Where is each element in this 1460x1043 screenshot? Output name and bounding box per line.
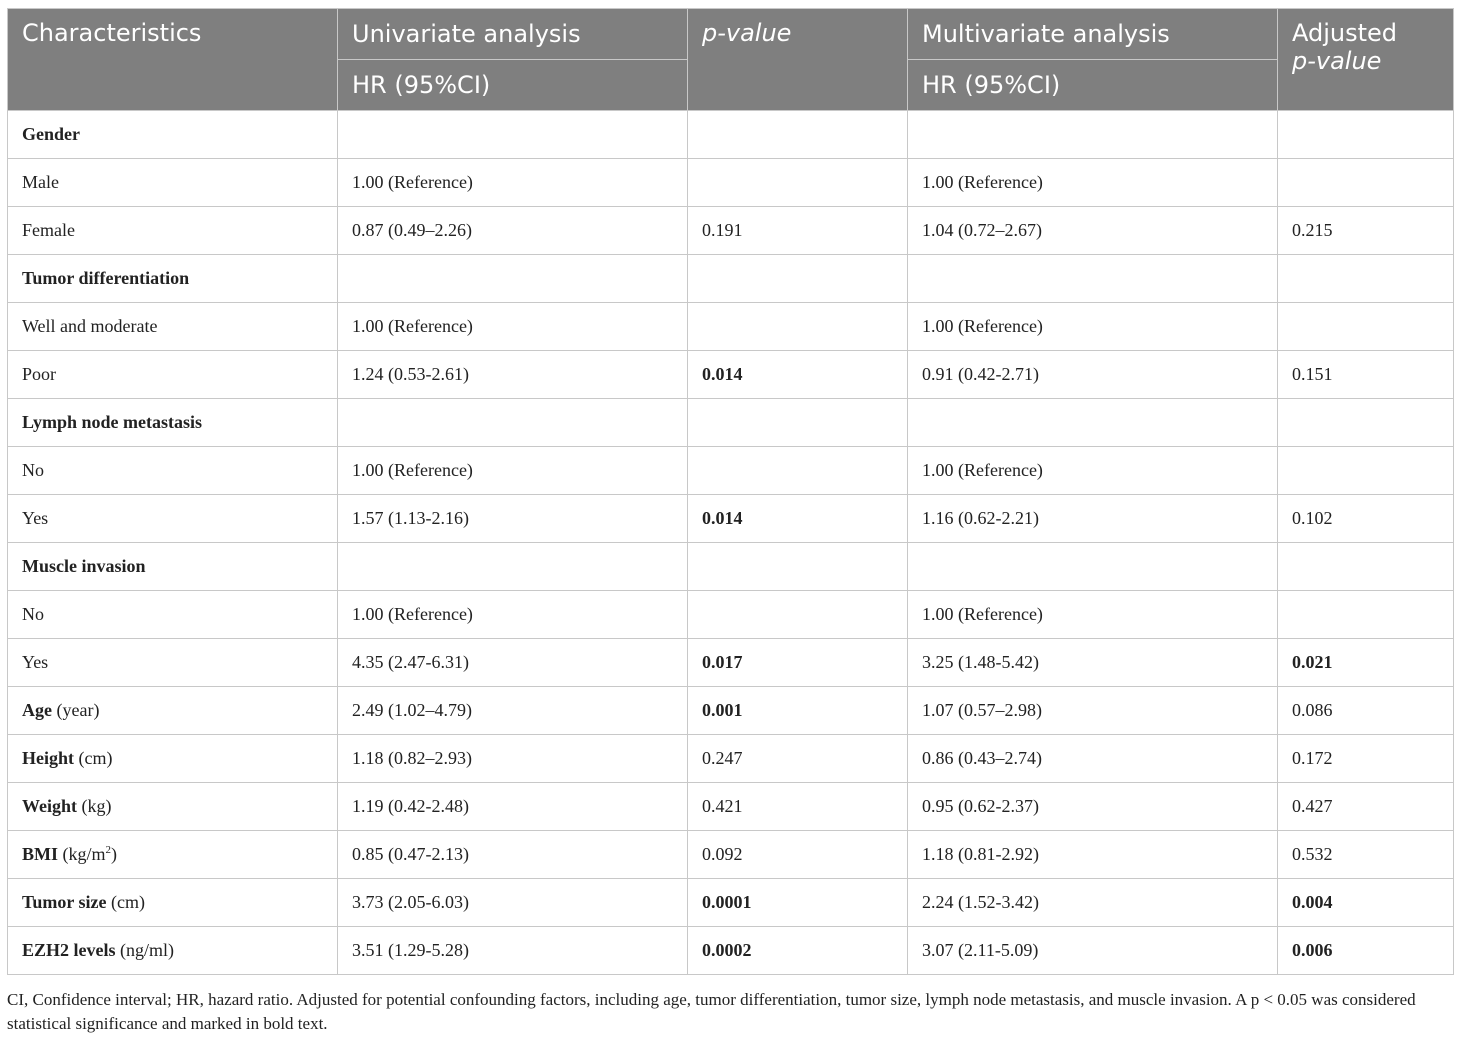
adjusted-p-value: 0.172 <box>1278 735 1454 783</box>
multivariate-hr: 1.00 (Reference) <box>908 591 1278 639</box>
multivariate-hr: 3.07 (2.11-5.09) <box>908 927 1278 975</box>
header-adjusted-line2: p-value <box>1292 47 1382 75</box>
table-row <box>8 735 1454 783</box>
row-label <box>8 927 338 975</box>
row-label <box>8 687 338 735</box>
row-label: Yes <box>8 639 338 687</box>
table-row <box>8 543 1454 591</box>
p-value: 0.247 <box>688 735 908 783</box>
univariate-hr <box>338 399 688 447</box>
multivariate-hr: 0.95 (0.62-2.37) <box>908 783 1278 831</box>
univariate-hr <box>338 111 688 159</box>
univariate-hr <box>338 543 688 591</box>
multivariate-hr <box>908 111 1278 159</box>
p-value <box>688 447 908 495</box>
row-label: No <box>8 447 338 495</box>
p-value: 0.092 <box>688 831 908 879</box>
adjusted-p-value: 0.004 <box>1278 879 1454 927</box>
univariate-hr: 0.87 (0.49–2.26) <box>338 207 688 255</box>
row-label <box>8 879 338 927</box>
multivariate-hr: 1.00 (Reference) <box>908 159 1278 207</box>
p-value <box>688 399 908 447</box>
row-label-name: Weight <box>22 796 78 816</box>
cox-regression-table <box>7 8 1454 975</box>
row-label: Tumor differentiation <box>8 255 338 303</box>
table-row <box>8 351 1454 399</box>
adjusted-p-value <box>1278 303 1454 351</box>
row-label-unit: (kg/m <box>58 844 106 864</box>
header-pvalue: p-value <box>688 9 908 111</box>
adjusted-p-value: 0.215 <box>1278 207 1454 255</box>
table-header <box>8 9 1454 111</box>
table-body <box>8 111 1454 975</box>
multivariate-hr: 1.00 (Reference) <box>908 303 1278 351</box>
p-value: 0.0001 <box>688 879 908 927</box>
p-value: 0.014 <box>688 495 908 543</box>
row-label-name: Age <box>22 700 52 720</box>
univariate-hr: 1.00 (Reference) <box>338 591 688 639</box>
multivariate-hr: 1.04 (0.72–2.67) <box>908 207 1278 255</box>
table-row <box>8 879 1454 927</box>
header-multivariate: Multivariate analysis <box>908 9 1278 60</box>
table-row <box>8 399 1454 447</box>
row-label: Yes <box>8 495 338 543</box>
multivariate-hr: 3.25 (1.48-5.42) <box>908 639 1278 687</box>
row-label: Female <box>8 207 338 255</box>
row-label-name: Tumor size <box>22 892 107 912</box>
univariate-hr: 1.00 (Reference) <box>338 303 688 351</box>
row-label-unit-close: ) <box>111 844 117 864</box>
univariate-hr: 1.00 (Reference) <box>338 447 688 495</box>
table-footnote: CI, Confidence interval; HR, hazard ratio. Adjusted for potential confounding factors, including age, tumor differentiation, tumor size, lymph node metastasis, and muscle invasion. A p < 0.05 was considered statistical significance and marked in bold text. <box>7 990 1416 1033</box>
univariate-hr: 4.35 (2.47-6.31) <box>338 639 688 687</box>
table-row <box>8 495 1454 543</box>
adjusted-p-value: 0.151 <box>1278 351 1454 399</box>
univariate-hr: 2.49 (1.02–4.79) <box>338 687 688 735</box>
row-label: Gender <box>8 111 338 159</box>
p-value <box>688 159 908 207</box>
adjusted-p-value: 0.102 <box>1278 495 1454 543</box>
adjusted-p-value <box>1278 447 1454 495</box>
p-value <box>688 111 908 159</box>
multivariate-hr: 0.86 (0.43–2.74) <box>908 735 1278 783</box>
p-value: 0.001 <box>688 687 908 735</box>
univariate-hr: 0.85 (0.47-2.13) <box>338 831 688 879</box>
univariate-hr: 1.00 (Reference) <box>338 159 688 207</box>
table-row <box>8 159 1454 207</box>
adjusted-p-value: 0.021 <box>1278 639 1454 687</box>
multivariate-hr: 0.91 (0.42-2.71) <box>908 351 1278 399</box>
header-multivariate-hr: HR (95%CI) <box>908 60 1278 111</box>
adjusted-p-value <box>1278 255 1454 303</box>
table-row <box>8 303 1454 351</box>
p-value <box>688 543 908 591</box>
univariate-hr: 1.19 (0.42-2.48) <box>338 783 688 831</box>
adjusted-p-value <box>1278 111 1454 159</box>
row-label-unit: (cm) <box>74 748 113 768</box>
multivariate-hr: 1.16 (0.62-2.21) <box>908 495 1278 543</box>
row-label-unit-sup: 2 <box>105 844 111 856</box>
univariate-hr: 3.51 (1.29-5.28) <box>338 927 688 975</box>
univariate-hr <box>338 255 688 303</box>
header-univariate: Univariate analysis <box>338 9 688 60</box>
table-row <box>8 447 1454 495</box>
row-label <box>8 831 338 879</box>
univariate-hr: 1.57 (1.13-2.16) <box>338 495 688 543</box>
multivariate-hr: 1.07 (0.57–2.98) <box>908 687 1278 735</box>
adjusted-p-value: 0.006 <box>1278 927 1454 975</box>
adjusted-p-value: 0.427 <box>1278 783 1454 831</box>
multivariate-hr <box>908 543 1278 591</box>
results-table-container <box>7 8 1453 975</box>
p-value <box>688 591 908 639</box>
row-label-unit: (kg) <box>77 796 112 816</box>
row-label-unit: (cm) <box>106 892 145 912</box>
univariate-hr: 3.73 (2.05-6.03) <box>338 879 688 927</box>
p-value: 0.014 <box>688 351 908 399</box>
univariate-hr: 1.18 (0.82–2.93) <box>338 735 688 783</box>
table-row <box>8 591 1454 639</box>
table-row <box>8 831 1454 879</box>
p-value <box>688 255 908 303</box>
row-label <box>8 783 338 831</box>
table-row <box>8 111 1454 159</box>
row-label: Poor <box>8 351 338 399</box>
header-adjusted-line1: Adjusted <box>1292 19 1398 47</box>
multivariate-hr <box>908 399 1278 447</box>
row-label-unit: (ng/ml) <box>115 940 174 960</box>
row-label: Male <box>8 159 338 207</box>
row-label: Muscle invasion <box>8 543 338 591</box>
p-value <box>688 303 908 351</box>
adjusted-p-value: 0.086 <box>1278 687 1454 735</box>
row-label-name: BMI <box>22 844 58 864</box>
row-label: Well and moderate <box>8 303 338 351</box>
table-row <box>8 927 1454 975</box>
row-label-name: Height <box>22 748 74 768</box>
row-label <box>8 735 338 783</box>
header-adjusted-pvalue <box>1278 9 1454 111</box>
p-value: 0.017 <box>688 639 908 687</box>
p-value: 0.0002 <box>688 927 908 975</box>
table-row <box>8 255 1454 303</box>
row-label: Lymph node metastasis <box>8 399 338 447</box>
adjusted-p-value: 0.532 <box>1278 831 1454 879</box>
header-characteristics: Characteristics <box>8 9 338 111</box>
header-univariate-hr: HR (95%CI) <box>338 60 688 111</box>
table-row <box>8 639 1454 687</box>
multivariate-hr: 1.00 (Reference) <box>908 447 1278 495</box>
row-label: No <box>8 591 338 639</box>
p-value: 0.191 <box>688 207 908 255</box>
adjusted-p-value <box>1278 591 1454 639</box>
univariate-hr: 1.24 (0.53-2.61) <box>338 351 688 399</box>
table-row <box>8 207 1454 255</box>
row-label-unit: (year) <box>52 700 100 720</box>
row-label-name: EZH2 levels <box>22 940 116 960</box>
table-row <box>8 687 1454 735</box>
table-row <box>8 783 1454 831</box>
multivariate-hr: 1.18 (0.81-2.92) <box>908 831 1278 879</box>
adjusted-p-value <box>1278 543 1454 591</box>
adjusted-p-value <box>1278 399 1454 447</box>
multivariate-hr: 2.24 (1.52-3.42) <box>908 879 1278 927</box>
p-value: 0.421 <box>688 783 908 831</box>
multivariate-hr <box>908 255 1278 303</box>
adjusted-p-value <box>1278 159 1454 207</box>
